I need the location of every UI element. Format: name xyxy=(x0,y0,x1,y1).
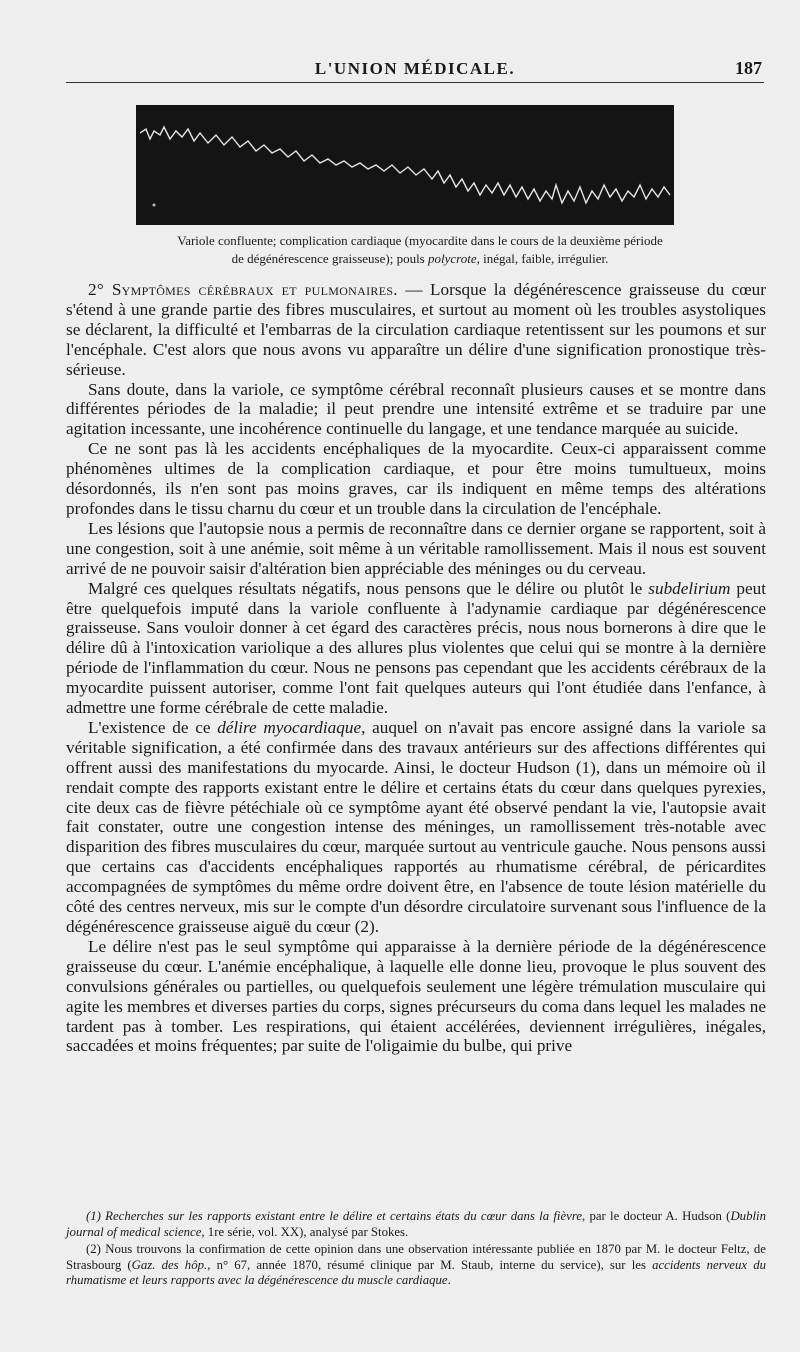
caption-line-2 xyxy=(100,250,740,268)
emphasis: délire myocardiaque xyxy=(217,717,362,737)
journal-name: Dublin journal of medical science xyxy=(66,1209,766,1239)
caption-line-1: Variole confluente; complication cardiaque (myocardite dans le cours de la deuxième période xyxy=(177,233,663,248)
paragraph-text: L'existence de ce xyxy=(88,717,218,737)
paragraph: Sans doute, dans la variole, ce symptôme cérébral reconnaît plusieurs causes et se montre dans différentes périodes de la maladie; il peut prendre une intensité extrême et se traduire par une agitation incessante, une incohérence continuelle du langage, et une tendance marquée au suicide. xyxy=(66,379,766,439)
caption-text: de dégénérescence graisseuse); pouls xyxy=(231,251,428,266)
journal-name: Gaz. des hôp. xyxy=(131,1257,208,1272)
pulse-tracing-figure xyxy=(136,105,674,225)
footnote-text: , 1re série, vol. XX), analysé par Stokes. xyxy=(201,1224,409,1239)
caption-text: , inégal, faible, irrégulier. xyxy=(476,251,609,266)
caption-emphasis: polycrote xyxy=(427,251,477,266)
paragraph: Le délire n'est pas le seul symptôme qui apparaisse à la dernière période de la dégénérescence graisseuse du cœur. L'anémie encéphalique, à laquelle elle donne lieu, provoque le plus souvent des convulsions générales ou partielles, ou quelquefois seulement une légère trémulation musculaire qui agite les membres et diverses parties du corps, signes précurseurs du coma dans lequel les malades ne tardent pas à tomber. Les respirations, qui étaient accélérées, deviennent irrégulières, inégales, saccadées et moins fréquentes; par suite de l'oligaimie du bulbe, qui prive xyxy=(66,936,766,1056)
footnote-text: , par le docteur A. Hudson ( xyxy=(582,1209,731,1223)
section-heading: 2° Symptômes cérébraux et pulmonaires. xyxy=(88,280,398,299)
footnote-text: . xyxy=(447,1273,451,1288)
paragraph: Les lésions que l'autopsie nous a permis de reconnaître dans ce dernier organe se rapportent, soit à une congestion, soit à une anémie, soit même à un véritable ramollissement. Mais il nous est souvent arrivé de ne pouvoir saisir d'altération bien appréciable des méninges ou du cerveau. xyxy=(66,518,766,578)
footnote-1 xyxy=(66,1209,766,1240)
emphasis: subdelirium xyxy=(648,578,731,598)
article-title: accidents nerveux du rhumatisme et leurs rapports avec la dégénérescence du muscle cardiaque xyxy=(66,1257,767,1288)
paragraph xyxy=(66,280,766,380)
footnotes xyxy=(66,1209,766,1291)
footnote-text: , n° 67, année 1870, résumé clinique par M. Staub, interne du service), sur les xyxy=(207,1257,653,1272)
footnote-2 xyxy=(66,1242,766,1289)
journal-title: L'UNION MÉDICALE. xyxy=(314,59,516,78)
figure-caption xyxy=(100,232,740,268)
paragraph: Ce ne sont pas là les accidents encéphaliques de la myocardite. Ceux-ci apparaissent comme phénomènes ultimes de la complication cardiaque, et pour être moins tumultueux, moins désordonnés, ils n'en sont pas moins graves, car ils indiquent en même temps des altérations profondes dans le tissu charnu du cœur et un trouble dans la circulation de l'encéphale. xyxy=(66,439,766,518)
paragraph-text: peut être quelquefois imputé dans la variole confluente à l'adynamie cardiaque par dégénérescence graisseuse. Sans vouloir donner à cet égard des caractères précis, nous nous bornerons à dire que le délire dû à l'intoxication variolique a des allures plus violentes que celui qui se montre à la dernière période de l'inflammation du cœur. Nous ne pensons pas cependant que les accidents cérébraux de la myocardite puissent autoriser, comme l'ont fait quelques auteurs qui l'ont étudiée dans l'enfance, à admettre une forme cérébrale de cette maladie. xyxy=(66,578,766,718)
footnote-text: (2) Nous trouvons la confirmation de cette opinion dans une observation intéressante publiée en 1870 par M. le docteur Feltz, de Strasbourg ( xyxy=(66,1242,766,1272)
running-header xyxy=(66,56,764,83)
paragraph-text: — Lorsque la dégénérescence graisseuse du cœur s'étend à une grande partie des fibres musculaires, et surtout au moment où les troubles asystoliques se déclarent, la difficulté et l'embarras de la circulation cardiaque retentissent sur les poumons et sur l'encéphale. C'est alors que nous avons vu apparaître un délire d'une signification pronostique très-sérieuse. xyxy=(66,280,767,379)
paragraph-text: Malgré ces quelques résultats négatifs, nous pensons que le délire ou plutôt le xyxy=(88,578,649,598)
footnote-title: (1) Recherches sur les rapports existant entre le délire et certains états du cœur dans la fièvre xyxy=(86,1209,583,1223)
paragraph xyxy=(66,718,766,937)
paragraph-text: , auquel on n'avait pas encore assigné dans la variole sa véritable signification, a été confirmée dans des travaux antérieurs sur des affections différentes qui offrent aussi des manifestations du myocarde. Ainsi, le docteur Hudson (1), dans un mémoire où il rendait compte des rapports existant entre le délire et certains états du cœur dans quelques pyrexies, cite deux cas de fièvre pétéchiale où ce symptôme ayant été observé pendant la vie, l'autopsie avait fait constater, outre une congestion intense des méninges, un ramollissement très-notable avec disparition des fibres musculaires du cœur, marquée surtout au ventricule gauche. Nous pensons aussi que certains cas d'accidents encéphaliques rapportés au rhumatisme cérébral, de péricardites accompagnées de symptômes du même ordre doivent être, en l'absence de toute lésion matérielle du côté des centres nerveux, mis sur le compte d'un désordre circulatoire survenant sous l'influence de la dégénérescence graisseuse aiguë du cœur (2). xyxy=(66,717,766,936)
pulse-tracing-image xyxy=(136,105,674,225)
article-body xyxy=(66,280,766,1056)
page-number: 187 xyxy=(735,58,762,78)
paragraph xyxy=(66,579,766,718)
